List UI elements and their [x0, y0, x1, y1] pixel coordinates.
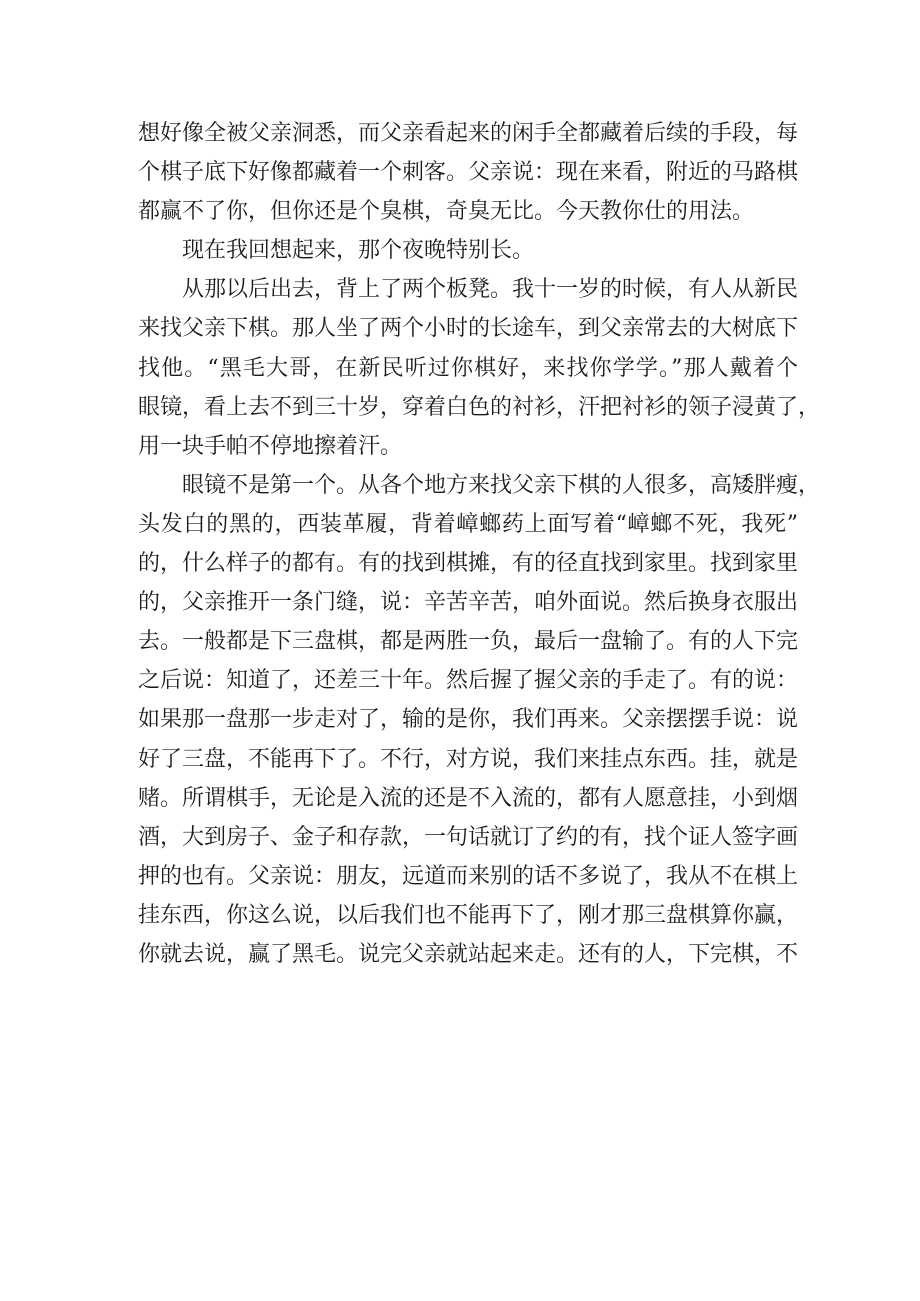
text-line: 找他。“黑毛大哥，在新民听过你棋好，来找你学学。”那人戴着个	[138, 355, 798, 381]
paragraph-start-line: 现在我回想起来，那个夜晚特别长。	[182, 238, 535, 264]
body-text	[138, 114, 821, 974]
text-line: 去。一般都是下三盘棋，都是两胜一负，最后一盘输了。有的人下完	[138, 629, 799, 655]
text-line: 头发白的黑的，西装革履，背着嶂螂药上面写着“嶂螂不死，我死”	[138, 511, 798, 537]
paragraph-start-line: 从那以后出去，背上了两个板凳。我十一岁的时候，有人从新民	[182, 277, 799, 303]
text-line: 押的也有。父亲说：朋友，远道而来别的话不多说了，我从不在棋上	[138, 863, 799, 889]
text-line: 眼镜，看上去不到三十岁，穿着白色的衬衫，汗把衬衫的领子浸黄了，	[138, 394, 821, 420]
paragraph-start-line: 眼镜不是第一个。从各个地方来找父亲下棋的人很多，高矮胖瘦，	[182, 472, 821, 498]
text-line: 的，父亲推开一条门缝，说：辛苦辛苦，咱外面说。然后换身衣服出	[138, 590, 799, 616]
text-line: 想好像全被父亲洞悉，而父亲看起来的闲手全都藏着后续的手段，每	[138, 121, 799, 146]
text-line: 个棋子底下好像都藏着一个刺客。父亲说：现在来看，附近的马路棋	[138, 160, 799, 186]
text-line: 之后说：知道了，还差三十年。然后握了握父亲的手走了。有的说：	[138, 668, 799, 694]
text-line: 赌。所谓棋手，无论是入流的还是不入流的，都有人愿意挂，小到烟	[138, 785, 799, 811]
text-line: 的，什么样子的都有。有的找到棋摊，有的径直找到家里。找到家里	[138, 551, 799, 577]
text-line: 好了三盘，不能再下了。不行，对方说，我们来挂点东西。挂，就是	[138, 746, 799, 772]
text-line: 你就去说，赢了黑毛。说完父亲就站起来走。还有的人，下完棋，不	[138, 941, 799, 967]
text-line: 酒，大到房子、金子和存款，一句话就订了约的有，找个证人签字画	[138, 824, 799, 850]
text-line: 都赢不了你，但你还是个臭棋，奇臭无比。今天教你仕的用法。	[138, 199, 755, 225]
text-line: 来找父亲下棋。那人坐了两个小时的长途车，到父亲常去的大树底下	[138, 316, 799, 342]
text-line: 用一块手帕不停地擦着汗。	[138, 433, 403, 459]
text-line: 如果那一盘那一步走对了，输的是你，我们再来。父亲摆摆手说：说	[138, 707, 799, 733]
text-line: 挂东西，你这么说，以后我们也不能再下了，刚才那三盘棋算你赢，	[138, 902, 799, 928]
